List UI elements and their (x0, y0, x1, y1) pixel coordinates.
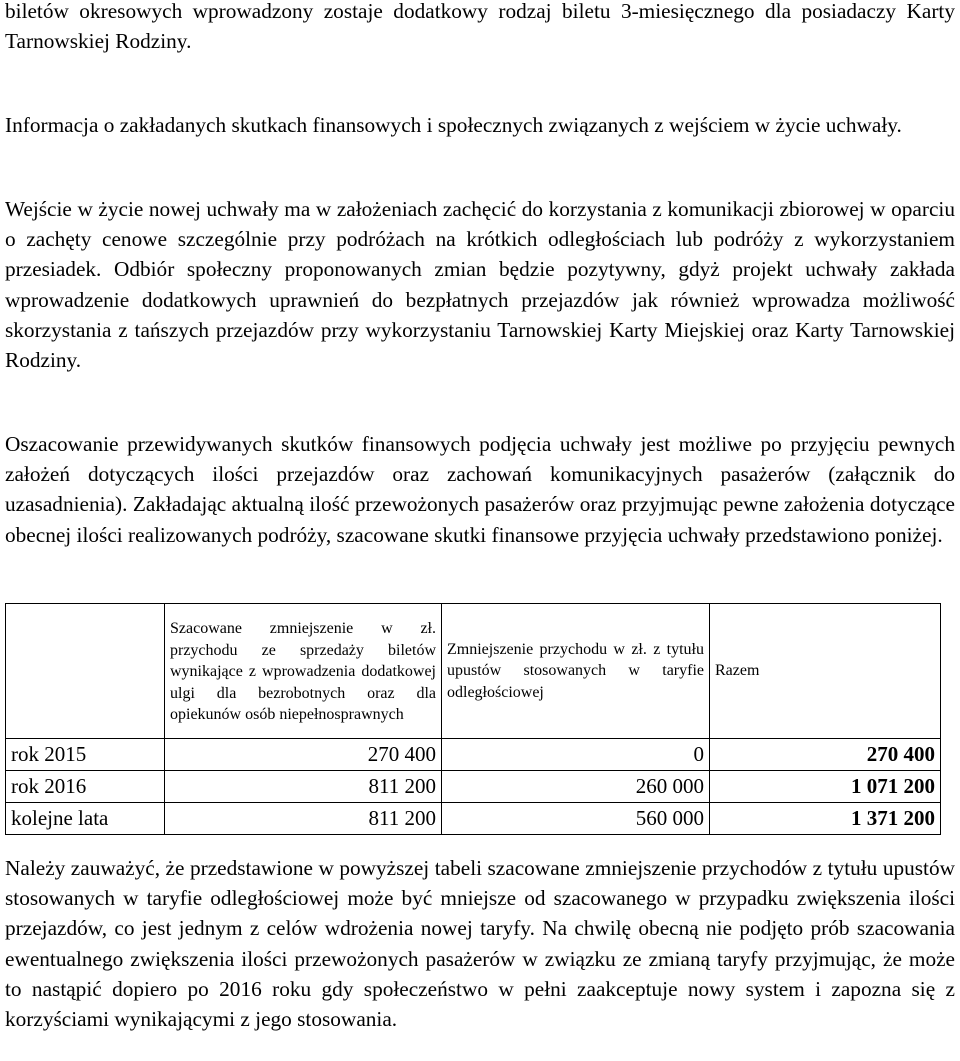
cell-tariff-value: 560 000 (442, 803, 710, 835)
row-label: rok 2015 (6, 739, 165, 771)
cell-discount-value: 811 200 (165, 803, 442, 835)
paragraph-social-impact: Wejście w życie nowej uchwały ma w założeniach zachęcić do korzystania z komunikacji zbiorowej w oparciu o zachęty cenowe szczególnie przy podróżach na krótkich odległościach lub podróży z wykorzystaniem przesiadek. Odbiór społeczny proponowanych zmian będzie pozytywny, gdyż projekt uchwały zakłada wprowadzenie dodatkowych uprawnień do bezpłatnych przejazdów jak również wprowadza możliwość skorzystania z tańszych przejazdów przy wykorzystaniu Tarnowskiej Karty Miejskiej oraz Karty Tarnowskiej Rodziny. (5, 197, 955, 373)
cell-tariff-value: 260 000 (442, 771, 710, 803)
cell-total-value: 1 371 200 (710, 803, 941, 835)
financial-impact-table (5, 603, 941, 835)
cell-discount-value: 811 200 (165, 771, 442, 803)
table-row (6, 771, 941, 803)
table-header-distance-tariff-reduction: Zmniejszenie przychodu w zł. z tytułu upustów stosowanych w taryfie odległościowej (442, 604, 710, 739)
table-row (6, 803, 941, 835)
table-row (6, 739, 941, 771)
table-header-row (6, 604, 941, 739)
row-label: kolejne lata (6, 803, 165, 835)
table-header-total: Razem (710, 604, 941, 739)
paragraph-closing-note: Należy zauważyć, że przedstawione w powyższej tabeli szacowane zmniejszenie przychodów z tytułu upustów stosowanych w taryfie odległościowej może być mniejsze od szacowanego w przypadku zwiększenia ilości przejazdów, co jest jednym z celów wdrożenia nowej taryfy. Na chwilę obecną nie podjęto prób szacowania ewentualnego zwiększenia ilości przewożonych pasażerów w związku ze zmianą taryfy przyjmując, że może to nastąpić dopiero po 2016 roku gdy społeczeństwo w pełni zaakceptuje nowy system i zapozna się z korzyściami wynikającymi z jego stosowania. (5, 856, 955, 1032)
table-header-empty (6, 604, 165, 739)
paragraph-impact-heading: Informacja o zakładanych skutkach finansowych i społecznych związanych z wejściem w życie uchwały. (5, 113, 902, 137)
table-header-discount-reduction: Szacowane zmniejszenie w zł. przychodu ze sprzedaży biletów wynikające z wprowadzenia dodatkowej ulgi dla bezrobotnych oraz dla opiekunów osób niepełnosprawnych (165, 604, 442, 739)
cell-total-value: 1 071 200 (710, 771, 941, 803)
cell-tariff-value: 0 (442, 739, 710, 771)
cell-discount-value: 270 400 (165, 739, 442, 771)
paragraph-financial-estimate: Oszacowanie przewidywanych skutków finansowych podjęcia uchwały jest możliwe po przyjęciu pewnych założeń dotyczących ilości przejazdów oraz zachowań komunikacyjnych pasażerów (załącznik do uzasadnienia). Zakładając aktualną ilość przewożonych pasażerów oraz przyjmując pewne założenia dotyczące obecnej ilości realizowanych podróży, szacowane skutki finansowe przyjęcia uchwały przedstawiono poniżej. (5, 432, 955, 547)
cell-total-value: 270 400 (710, 739, 941, 771)
paragraph-ticket-type: biletów okresowych wprowadzony zostaje dodatkowy rodzaj biletu 3-miesięcznego dla posiadaczy Karty Tarnowskiej Rodziny. (5, 0, 955, 54)
row-label: rok 2016 (6, 771, 165, 803)
